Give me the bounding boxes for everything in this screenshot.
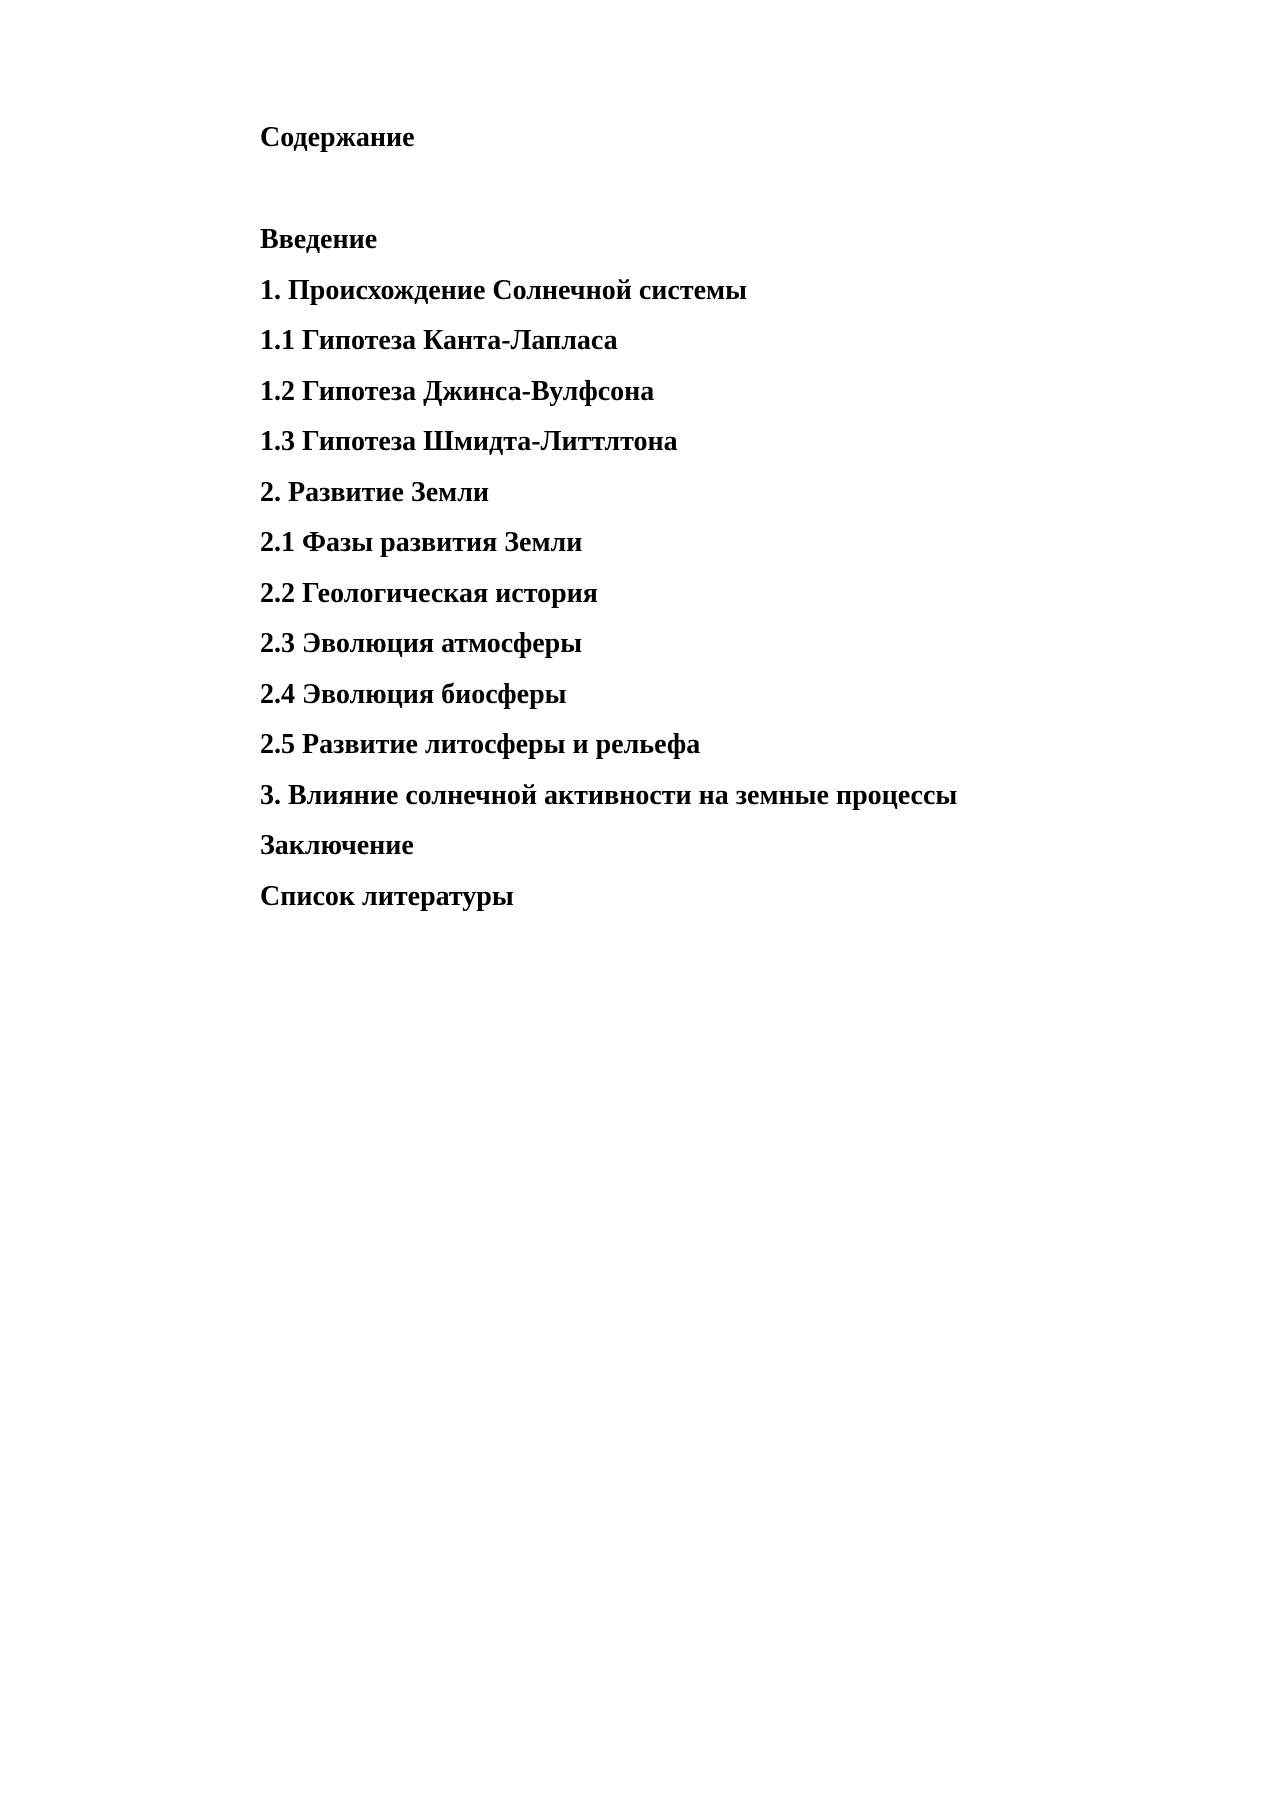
toc-item-2: 2. Развитие Земли bbox=[260, 476, 490, 508]
page-title: Содержание bbox=[260, 122, 415, 153]
toc-item-1-2: 1.2 Гипотеза Джинса-Вулфсона bbox=[260, 375, 655, 407]
table-of-contents bbox=[260, 220, 957, 927]
toc-item-3: 3. Влияние солнечной активности на земные процессы bbox=[260, 779, 958, 811]
toc-item-1-1: 1.1 Гипотеза Канта-Лапласа bbox=[260, 325, 618, 356]
toc-item-2-4: 2.4 Эволюция биосферы bbox=[260, 678, 567, 710]
toc-item-1: 1. Происхождение Солнечной системы bbox=[260, 274, 747, 306]
toc-item-1-3: 1.3 Гипотеза Шмидта-Литтлтона bbox=[260, 426, 678, 457]
toc-item-2-2: 2.2 Геологическая история bbox=[260, 577, 598, 609]
toc-item-2-1: 2.1 Фазы развития Земли bbox=[260, 527, 583, 558]
toc-item-conclusion: Заключение bbox=[260, 830, 414, 861]
toc-item-references: Список литературы bbox=[260, 880, 514, 912]
toc-item-introduction: Введение bbox=[260, 224, 378, 255]
toc-item-2-5: 2.5 Развитие литосферы и рельефа bbox=[260, 729, 701, 760]
toc-item-2-3: 2.3 Эволюция атмосферы bbox=[260, 628, 583, 659]
